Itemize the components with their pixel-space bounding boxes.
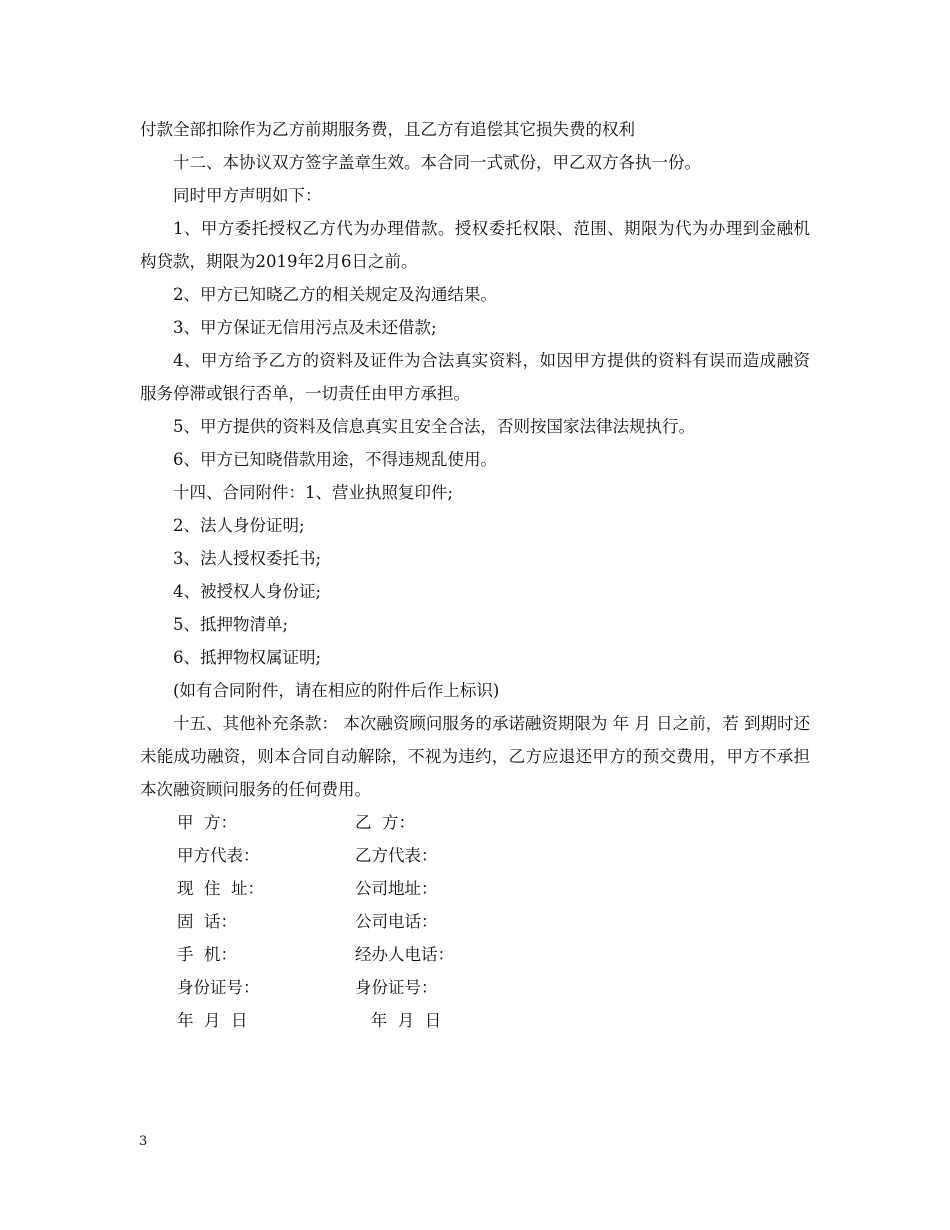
page-number: 3 xyxy=(139,1134,148,1149)
signature-row-address xyxy=(140,872,810,905)
declaration-item-3: 3、甲方保证无信用污点及未还借款; xyxy=(173,318,437,337)
agent-phone-label: 经办人电话： xyxy=(355,945,454,964)
declaration-item-1: 1、甲方委托授权乙方代为办理借款。授权委托权限、范围、期限为代为办理到金融机构贷款，期限为2019年2月6日之前。 xyxy=(140,219,810,271)
document-body xyxy=(140,113,810,1037)
attachment-item-3: 3、法人授权委托书; xyxy=(173,549,322,568)
declaration-item-5: 5、甲方提供的资料及信息真实且安全合法，否则按国家法律法规执行。 xyxy=(173,417,695,436)
party-a-label: 甲 方： xyxy=(177,813,237,832)
declaration-item-2: 2、甲方已知晓乙方的相关规定及沟通结果。 xyxy=(173,285,497,304)
attachment-item-6: 6、抵押物权属证明; xyxy=(173,648,322,667)
attachment-item-2: 2、法人身份证明; xyxy=(173,516,305,535)
company-phone-label: 公司电话： xyxy=(355,912,438,931)
signature-block xyxy=(140,806,810,1037)
clause-fifteen: 十五、其他补充条款： 本次融资顾问服务的承诺融资期限为 年 月 日之前，若 到期时还未能成功融资，则本合同自动解除，不视为违约，乙方应退还甲方的预交费用，甲方不承担本次融资顾问服务的任何费用。 xyxy=(140,714,810,799)
landline-label: 固 话： xyxy=(177,912,237,931)
signature-row-representative xyxy=(140,839,810,872)
clause-twelve: 十二、本协议双方签字盖章生效。本合同一式贰份，甲乙双方各执一份。 xyxy=(173,153,701,172)
signature-row-date xyxy=(140,1004,810,1037)
attachment-note: (如有合同附件，请在相应的附件后作上标识) xyxy=(173,681,500,700)
signature-row-phone xyxy=(140,905,810,938)
paragraph-continuation: 付款全部扣除作为乙方前期服务费，且乙方有追偿其它损失费的权利 xyxy=(140,120,635,139)
party-b-label: 乙 方： xyxy=(355,813,415,832)
declaration-heading: 同时甲方声明如下： xyxy=(173,186,322,205)
party-a-representative-label: 甲方代表： xyxy=(177,846,260,865)
party-b-id-label: 身份证号： xyxy=(355,978,438,997)
party-b-date-label: 年 月 日 xyxy=(355,1011,442,1030)
attachment-item-4: 4、被授权人身份证; xyxy=(173,582,322,601)
attachment-item-5: 5、抵押物清单; xyxy=(173,615,289,634)
party-b-representative-label: 乙方代表： xyxy=(355,846,438,865)
party-a-date-label: 年 月 日 xyxy=(177,1011,248,1030)
signature-row-id xyxy=(140,971,810,1004)
company-address-label: 公司地址： xyxy=(355,879,438,898)
mobile-label: 手 机： xyxy=(177,945,237,964)
declaration-item-6: 6、甲方已知晓借款用途，不得违规乱使用。 xyxy=(173,450,497,469)
clause-fourteen: 十四、合同附件：1、营业执照复印件; xyxy=(173,483,454,502)
signature-row-mobile xyxy=(140,938,810,971)
party-a-id-label: 身份证号： xyxy=(177,978,260,997)
signature-row-party xyxy=(140,806,810,839)
current-address-label: 现 住 址： xyxy=(177,879,264,898)
declaration-item-4: 4、甲方给予乙方的资料及证件为合法真实资料，如因甲方提供的资料有误而造成融资服务停滞或银行否单，一切责任由甲方承担。 xyxy=(140,351,810,403)
